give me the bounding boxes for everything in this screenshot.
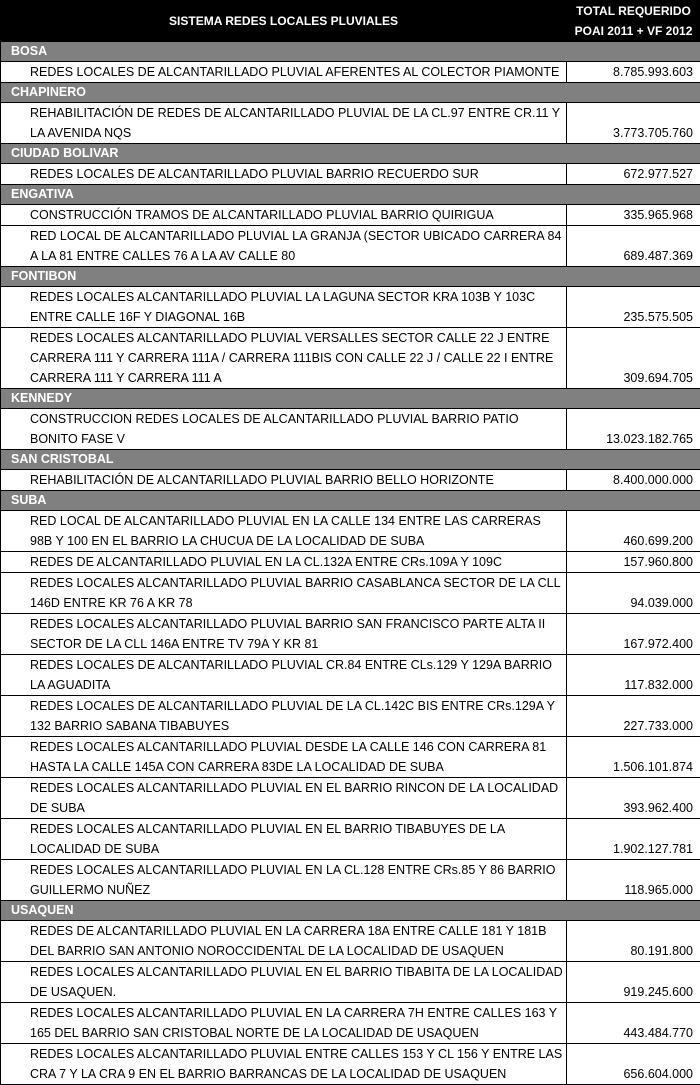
table-row [1, 62, 700, 83]
table-row [1, 573, 700, 614]
project-description: REHABILITACIÓN DE REDES DE ALCANTARILLADO PLUVIAL DE LA CL.97 ENTRE CR.11 Y LA AVENIDA NQS [1, 103, 567, 144]
project-description: REDES LOCALES ALCANTARILLADO PLUVIAL BARRIO SAN FRANCISCO PARTE ALTA II SECTOR DE LA CLL 146A ENTRE TV 79A Y KR 81 [1, 614, 567, 655]
table-row [1, 287, 700, 328]
project-description: REDES LOCALES DE ALCANTARILLADO PLUVIAL DE LA CL.142C BIS ENTRE CRs.129A Y 132 BARRIO SABANA TIBABUYES [1, 696, 567, 737]
group-row [1, 185, 700, 205]
project-description: REDES LOCALES ALCANTARILLADO PLUVIAL DESDE LA CALLE 146 CON CARRERA 81 HASTA LA CALLE 145A CON CARRERA 83DE LA LOCALIDAD DE SUBA [1, 737, 567, 778]
project-value: 460.699.200 [567, 511, 700, 552]
total-header-line1: TOTAL REQUERIDO [576, 4, 691, 18]
table-row [1, 860, 700, 901]
project-description: REDES LOCALES ALCANTARILLADO PLUVIAL VERSALLES SECTOR CALLE 22 J ENTRE CARRERA 111 Y CARRERA 111A / CARRERA 111BIS CON CALLE 22 J / CALLE 22 I ENTRE CARRERA 111 Y CARRERA 111 A [1, 328, 567, 389]
group-row [1, 901, 700, 921]
project-description: REHABILITACIÓN DE ALCANTARILLADO PLUVIAL BARRIO BELLO HORIZONTE [1, 470, 567, 491]
table-row [1, 511, 700, 552]
table-row [1, 655, 700, 696]
project-description: REDES DE ALCANTARILLADO PLUVIAL EN LA CL.132A ENTRE CRs.109A Y 109C [1, 552, 567, 573]
project-description: RED LOCAL DE ALCANTARILLADO PLUVIAL LA GRANJA (SECTOR UBICADO CARRERA 84 A LA 81 ENTRE CALLES 76 A LA AV CALLE 80 [1, 226, 567, 267]
group-name: ENGATIVA [1, 185, 700, 205]
project-value: 167.972.400 [567, 614, 700, 655]
project-value: 1.506.101.874 [567, 737, 700, 778]
table-title: SISTEMA REDES LOCALES PLUVIALES [1, 1, 567, 42]
table-row [1, 614, 700, 655]
group-name: KENNEDY [1, 389, 700, 409]
group-row [1, 83, 700, 103]
total-header-line2: POAI 2011 + VF 2012 [575, 24, 693, 38]
group-row [1, 450, 700, 470]
project-description: REDES LOCALES ALCANTARILLADO PLUVIAL LA LAGUNA SECTOR KRA 103B Y 103C ENTRE CALLE 16F Y DIAGONAL 16B [1, 287, 567, 328]
table-row [1, 778, 700, 819]
project-value: 689.487.369 [567, 226, 700, 267]
table-row [1, 962, 700, 1003]
project-value: 1.902.127.781 [567, 819, 700, 860]
group-name: CHAPINERO [1, 83, 700, 103]
project-value: 393.962.400 [567, 778, 700, 819]
table-row [1, 1003, 700, 1044]
table-body [1, 42, 700, 1085]
group-name: USAQUEN [1, 901, 700, 921]
group-row [1, 144, 700, 164]
table-header-row [1, 1, 700, 42]
project-value: 227.733.000 [567, 696, 700, 737]
project-value: 672.977.527 [567, 164, 700, 185]
table-row [1, 552, 700, 573]
project-value: 80.191.800 [567, 921, 700, 962]
table-row [1, 328, 700, 389]
table-row [1, 696, 700, 737]
project-description: REDES LOCALES DE ALCANTARILLADO PLUVIAL BARRIO RECUERDO SUR [1, 164, 567, 185]
project-value: 309.694.705 [567, 328, 700, 389]
table-row [1, 921, 700, 962]
group-name: SUBA [1, 491, 700, 511]
project-value: 235.575.505 [567, 287, 700, 328]
project-description: REDES LOCALES ALCANTARILLADO PLUVIAL EN LA CL.128 ENTRE CRs.85 Y 86 BARRIO GUILLERMO NUÑEZ [1, 860, 567, 901]
table-row [1, 409, 700, 450]
project-description: RED LOCAL DE ALCANTARILLADO PLUVIAL EN LA CALLE 134 ENTRE LAS CARRERAS 98B Y 100 EN EL BARRIO LA CHUCUA DE LA LOCALIDAD DE SUBA [1, 511, 567, 552]
project-description: REDES LOCALES ALCANTARILLADO PLUVIAL EN LA CARRERA 7H ENTRE CALLES 163 Y 165 DEL BARRIO SAN CRISTOBAL NORTE DE LA LOCALIDAD DE USAQUEN [1, 1003, 567, 1044]
project-description: REDES LOCALES DE ALCANTARILLADO PLUVIAL CR.84 ENTRE CLs.129 Y 129A BARRIO LA AGUADITA [1, 655, 567, 696]
project-value: 919.245.600 [567, 962, 700, 1003]
project-value: 656.604.000 [567, 1044, 700, 1085]
table-row [1, 1044, 700, 1085]
group-name: FONTIBON [1, 267, 700, 287]
group-name: BOSA [1, 42, 700, 62]
group-name: SAN CRISTOBAL [1, 450, 700, 470]
project-value: 335.965.968 [567, 205, 700, 226]
table-row [1, 819, 700, 860]
project-value: 443.484.770 [567, 1003, 700, 1044]
group-row [1, 389, 700, 409]
table-row [1, 205, 700, 226]
project-description: REDES LOCALES ALCANTARILLADO PLUVIAL BARRIO CASABLANCA SECTOR DE LA CLL 146D ENTRE KR 76 A KR 78 [1, 573, 567, 614]
table-row [1, 226, 700, 267]
project-value: 157.960.800 [567, 552, 700, 573]
project-description: CONSTRUCCION REDES LOCALES DE ALCANTARILLADO PLUVIAL BARRIO PATIO BONITO FASE V [1, 409, 567, 450]
group-name: CIUDAD BOLIVAR [1, 144, 700, 164]
table-row [1, 164, 700, 185]
project-description: REDES DE ALCANTARILLADO PLUVIAL EN LA CARRERA 18A ENTRE CALLE 181 Y 181B DEL BARRIO SAN ANTONIO NOROCCIDENTAL DE LA LOCALIDAD DE USAQUEN [1, 921, 567, 962]
project-value: 3.773.705.760 [567, 103, 700, 144]
project-description: REDES LOCALES ALCANTARILLADO PLUVIAL ENTRE CALLES 153 Y CL 156 Y ENTRE LAS CRA 7 Y LA CRA 9 EN EL BARRIO BARRANCAS DE LA LOCALIDAD DE USAQUEN [1, 1044, 567, 1085]
project-value: 118.965.000 [567, 860, 700, 901]
project-value: 117.832.000 [567, 655, 700, 696]
group-row [1, 491, 700, 511]
table-row [1, 103, 700, 144]
group-row [1, 42, 700, 62]
group-row [1, 267, 700, 287]
project-description: REDES LOCALES ALCANTARILLADO PLUVIAL EN EL BARRIO TIBABUYES DE LA LOCALIDAD DE SUBA [1, 819, 567, 860]
project-value: 8.400.000.000 [567, 470, 700, 491]
project-description: REDES LOCALES DE ALCANTARILLADO PLUVIAL AFERENTES AL COLECTOR PIAMONTE [1, 62, 567, 83]
project-value: 94.039.000 [567, 573, 700, 614]
total-column-header [567, 1, 700, 42]
project-description: REDES LOCALES ALCANTARILLADO PLUVIAL EN EL BARRIO RINCON DE LA LOCALIDAD DE SUBA [1, 778, 567, 819]
project-description: CONSTRUCCIÓN TRAMOS DE ALCANTARILLADO PLUVIAL BARRIO QUIRIGUA [1, 205, 567, 226]
table-row [1, 737, 700, 778]
table-row [1, 470, 700, 491]
project-value: 8.785.993.603 [567, 62, 700, 83]
project-description: REDES LOCALES ALCANTARILLADO PLUVIAL EN EL BARRIO TIBABITA DE LA LOCALIDAD DE USAQUEN. [1, 962, 567, 1003]
project-value: 13.023.182.765 [567, 409, 700, 450]
